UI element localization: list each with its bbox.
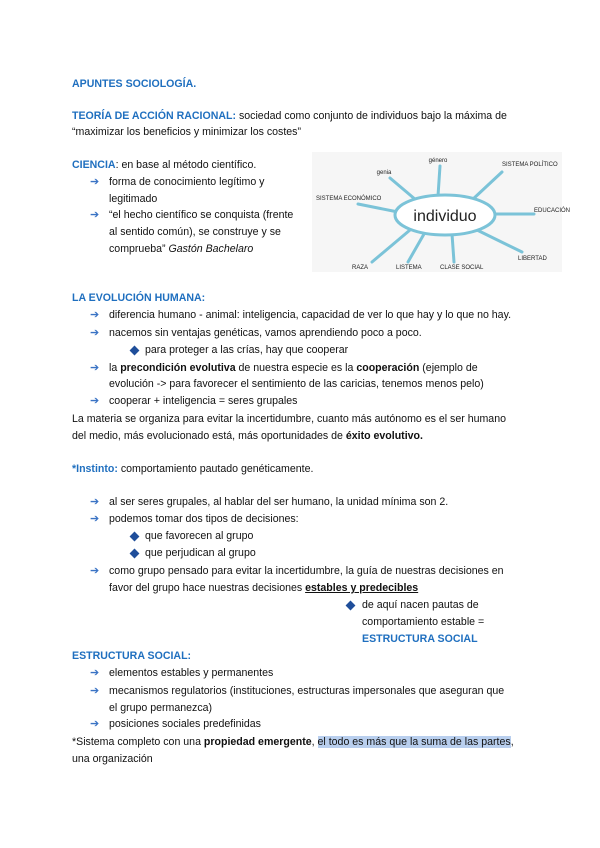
- tar-text-1: sociedad como conjunto de individuos bajo la máxima de: [238, 110, 507, 122]
- diagram-label-clase: CLASE SOCIAL: [440, 265, 484, 271]
- ciencia-bullet-2c: [109, 243, 253, 256]
- p1-mid: ,: [311, 736, 318, 748]
- diagram-label-educacion: EDUCACIÓN: [534, 208, 571, 214]
- ciencia-bullet-2a: “el hecho científico se conquista (frente: [109, 209, 294, 221]
- arrow-bullet-icon: ➔: [90, 513, 100, 525]
- evolucion-heading: LA EVOLUCIÓN HUMANA:: [72, 292, 206, 304]
- evolucion-bullet-1: diferencia humano - animal: inteligencia, capacidad de ver lo que hay y lo que no hay.: [109, 309, 512, 321]
- arrow-bullet-icon: ➔: [90, 309, 100, 321]
- instinto-sub-3a: de aquí nacen pautas de: [362, 599, 479, 611]
- arrow-bullet-icon: ➔: [90, 667, 100, 679]
- diagram-label-politico: SISTEMA POLÍTICO: [502, 162, 558, 168]
- diagram-label-raza: RAZA: [352, 265, 369, 271]
- diamond-bullet-icon: [130, 549, 140, 559]
- tar-line-2: “maximizar los beneficios y minimizar los costes”: [72, 126, 301, 138]
- arrow-bullet-icon: ➔: [90, 496, 100, 508]
- arrow-bullet-icon: ➔: [90, 327, 100, 339]
- tar-heading: TEORÍA DE ACCIÓN RACIONAL:: [72, 110, 237, 122]
- b3-bold: precondición evolutiva: [120, 362, 236, 374]
- instinto-line: [72, 463, 313, 476]
- individuo-diagram: [312, 152, 571, 272]
- ciencia-intro: : en base al método científico.: [115, 159, 257, 171]
- b3-post: (ejemplo de: [419, 362, 478, 374]
- p1-post: ,: [510, 736, 514, 748]
- instinto-heading: *Instinto:: [72, 463, 118, 475]
- arrow-bullet-icon: ➔: [90, 176, 100, 188]
- instinto-sub-2: que perjudican al grupo: [145, 547, 256, 559]
- evolucion-sub-1: para proteger a las crías, hay que cooperar: [145, 344, 349, 356]
- ciencia-bullet-1b: legitimado: [109, 193, 158, 205]
- page-title: APUNTES SOCIOLOGÍA.: [72, 78, 197, 90]
- instinto-text: comportamiento pautado genéticamente.: [117, 463, 314, 475]
- ciencia-heading: CIENCIA: [72, 159, 116, 171]
- estructura-para-2: una organización: [72, 753, 153, 765]
- p2-bold: éxito evolutivo.: [345, 430, 423, 442]
- diamond-bullet-icon: [346, 601, 356, 611]
- diagram-label-economico: SISTEMA ECONÓMICO: [316, 196, 382, 202]
- instinto-bullet-2: podemos tomar dos tipos de decisiones:: [109, 513, 299, 525]
- quote-author: Gastón Bachelaro: [168, 243, 254, 255]
- b3-pre: la: [109, 362, 121, 374]
- p1-pre: *Sistema completo con una: [72, 736, 204, 748]
- estructura-bullet-1: elementos estables y permanentes: [109, 667, 274, 679]
- b3-bold2: cooperación: [356, 362, 420, 374]
- arrow-bullet-icon: ➔: [90, 362, 100, 374]
- b3-mid: de nuestra especie es la: [235, 362, 357, 374]
- p1-highlight: el todo es más que la suma de las partes: [317, 736, 511, 748]
- evolucion-bullet-3-line2: evolución -> para favorecer el sentimiento de las caricias, tenemos menos pelo): [109, 378, 484, 390]
- evolucion-para-2: [72, 430, 423, 443]
- p1-bold: propiedad emergente: [203, 736, 312, 748]
- instinto-bullet-1: al ser seres grupales, al hablar del ser humano, la unidad mínima son 2.: [109, 496, 449, 508]
- p2-pre: del medio, más evolucionado está, más oportunidades de: [72, 430, 346, 442]
- instinto-sub-1: que favorecen al grupo: [145, 530, 254, 542]
- arrow-bullet-icon: ➔: [90, 395, 100, 407]
- instinto-sub-3b: comportamiento estable =: [362, 616, 485, 628]
- b3b-pre: favor del grupo hace nuestras decisiones: [109, 582, 306, 594]
- evolucion-bullet-3: [109, 362, 478, 375]
- diagram-label-genero: género: [428, 158, 448, 164]
- estructura-bullet-2a: mecanismos regulatorios (instituciones, estructuras impersonales que aseguran que: [109, 685, 505, 697]
- arrow-bullet-icon: ➔: [90, 565, 100, 577]
- diamond-bullet-icon: [130, 532, 140, 542]
- diagram-label-libertad: LIBERTAD: [518, 256, 547, 262]
- estructura-bullet-2b: el grupo permanezca): [109, 702, 213, 714]
- ciencia-line: [72, 159, 256, 172]
- evolucion-bullet-2: nacemos sin ventajas genéticas, vamos aprendiendo poco a poco.: [109, 327, 422, 339]
- arrow-bullet-icon: ➔: [90, 718, 100, 730]
- evolucion-para-1: La materia se organiza para evitar la incertidumbre, cuanto más autónomo es el ser humano: [72, 413, 506, 425]
- ciencia-bullet-2b: al sentido común), se construye y se: [109, 226, 281, 238]
- diagram-label-genia: genia: [376, 170, 392, 176]
- estructura-heading: ESTRUCTURA SOCIAL:: [72, 650, 192, 662]
- instinto-bullet-3b: [109, 582, 418, 595]
- tar-line-1: [72, 110, 507, 123]
- estructura-bullet-3: posiciones sociales predefinidas: [109, 718, 261, 730]
- arrow-bullet-icon: ➔: [90, 685, 100, 697]
- instinto-bullet-3a: como grupo pensado para evitar la incertidumbre, la guía de nuestras decisiones en: [109, 565, 504, 577]
- arrow-bullet-icon: ➔: [90, 209, 100, 221]
- diagram-label-listema: LISTEMA: [396, 265, 422, 271]
- estructura-para-1: [72, 736, 514, 749]
- instinto-sub-3c: ESTRUCTURA SOCIAL: [362, 633, 478, 645]
- ciencia-bullet-1a: forma de conocimiento legítimo y: [109, 176, 265, 188]
- diamond-bullet-icon: [130, 346, 140, 356]
- b3b-bold: estables y predecibles: [305, 582, 419, 594]
- evolucion-bullet-4: cooperar + inteligencia = seres grupales: [109, 395, 298, 407]
- diagram-center-label: individuo: [413, 208, 477, 225]
- quote-end: comprueba”: [109, 243, 166, 255]
